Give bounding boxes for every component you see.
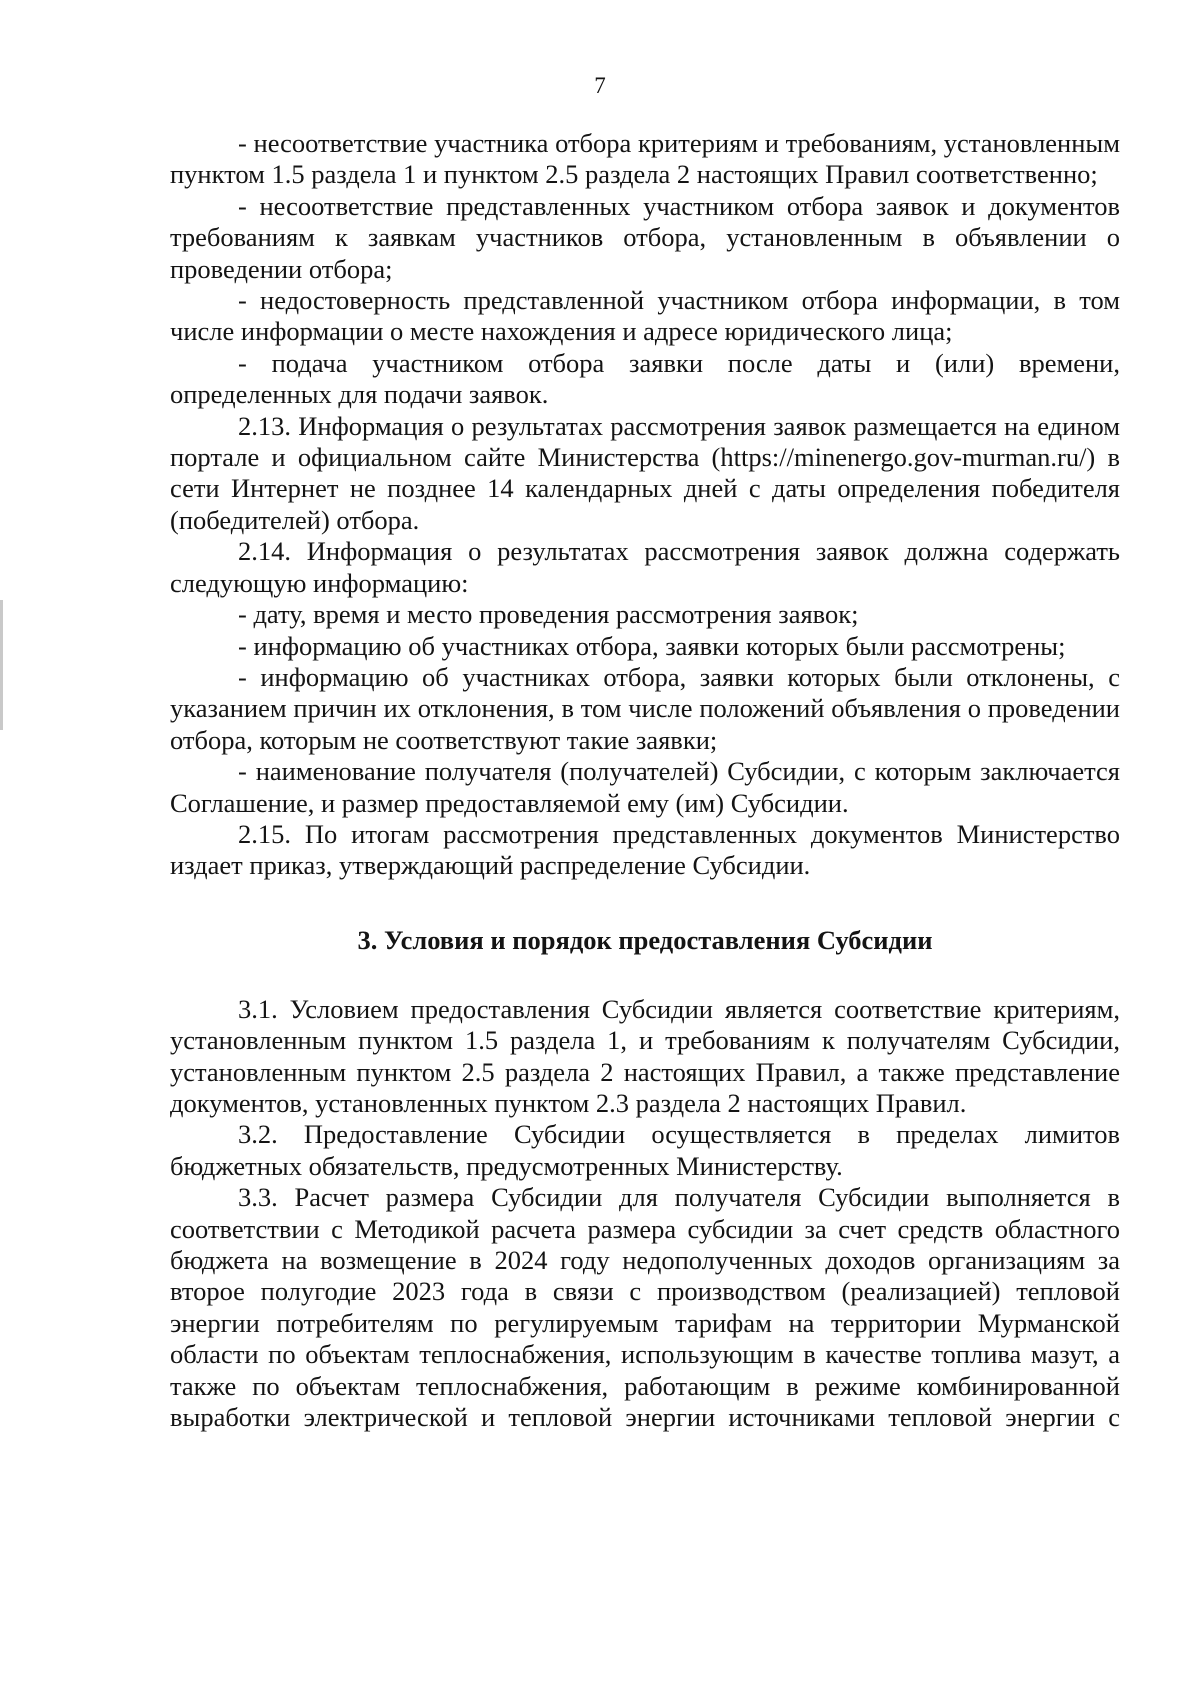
paragraph: - несоответствие участника отбора критериям и требованиям, установленным пунктом 1.5 раздела 1 и пунктом 2.5 раздела 2 настоящих Правил соответственно; (170, 128, 1120, 190)
paragraph: 3.2. Предоставление Субсидии осуществляется в пределах лимитов бюджетных обязательств, предусмотренных Министерству. (170, 1119, 1120, 1181)
paragraph: - дату, время и место проведения рассмотрения заявок; (238, 599, 859, 630)
section-heading: 3. Условия и порядок предоставления Субсидии (357, 924, 933, 955)
paragraph: - недостоверность представленной участником отбора информации, в том числе информации о месте нахождения и адресе юридического лица; (170, 285, 1120, 347)
paragraph: - несоответствие представленных участником отбора заявок и документов требованиям к заявкам участников отбора, установленным в объявлении о проведении отбора; (170, 190, 1120, 284)
paragraph: 2.13. Информация о результатах рассмотрения заявок размещается на едином портале и официальном сайте Министерства (https://minenergo.gov-murman.ru/) в сети Интернет не позднее 14 календарных дней с даты определения победителя (победителей) отбора. (170, 410, 1120, 535)
document-body (170, 128, 1120, 1465)
scan-artifact (0, 600, 3, 730)
page-number: 7 (594, 73, 606, 98)
paragraph: - наименование получателя (получателей) Субсидии, с которым заключается Соглашение, и размер предоставляемой ему (им) Субсидии. (170, 756, 1120, 818)
paragraph: - информацию об участниках отбора, заявки которых были рассмотрены; (238, 630, 1066, 661)
paragraph: - информацию об участниках отбора, заявки которых были отклонены, с указанием причин их отклонения, в том числе положений объявления о проведении отбора, которым не соответствуют такие заявки; (170, 661, 1120, 755)
paragraph: - подача участником отбора заявки после даты и (или) времени, определенных для подачи заявок. (170, 347, 1120, 410)
paragraph: 2.15. По итогам рассмотрения представленных документов Министерство издает приказ, утверждающий распределение Субсидии. (170, 818, 1120, 881)
paragraph: 2.14. Информация о результатах рассмотрения заявок должна содержать следующую информацию: (170, 536, 1120, 598)
paragraph: 3.3. Расчет размера Субсидии для получателя Субсидии выполняется в соответствии с Методикой расчета размера субсидии за счет средств областного бюджета на возмещение в 2024 году недополученных доходов организациям за второе полугодие 2023 года в связи с производством (реализацией) тепловой энергии потребителям по регулируемым тарифам на территории Мурманской области по объектам теплоснабжения, использующим в качестве топлива мазут, а также по объектам теплоснабжения, работающим в режиме комбинированной выработки электрической и тепловой энергии источниками тепловой энергии с (170, 1182, 1120, 1433)
paragraph: 3.1. Условием предоставления Субсидии является соответствие критериям, установленным пунктом 1.5 раздела 1, и требованиям к получателям Субсидии, установленным пунктом 2.5 раздела 2 настоящих Правил, а также представление документов, установленных пунктом 2.3 раздела 2 настоящих Правил. (170, 993, 1120, 1118)
